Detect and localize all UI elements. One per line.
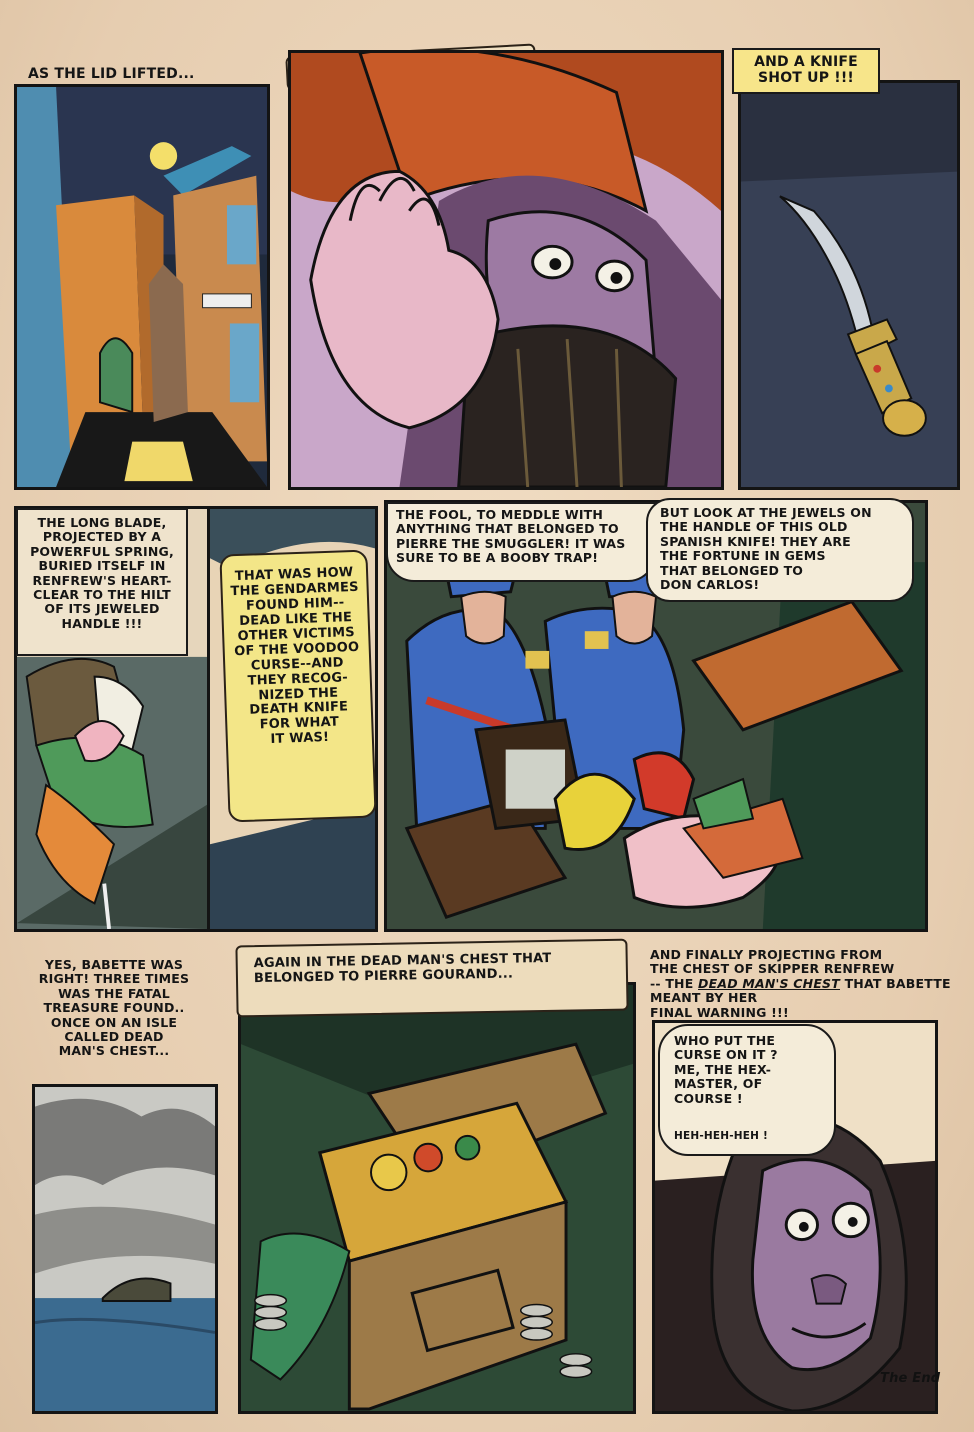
balloon-curse-text: WHO PUT THE CURSE ON IT ? ME, THE HEX- MASTER, OF COURSE ! <box>674 1033 778 1106</box>
balloon-curse <box>658 1024 836 1156</box>
balloon-jewels <box>646 498 914 602</box>
balloon-jewels-text: BUT LOOK AT THE JEWELS ON THE HANDLE OF THIS OLD SPANISH KNIFE! THEY ARE THE FORTUNE IN GEMS THAT BELONGED TO DON CARLOS! <box>660 505 872 592</box>
caption-finally-emphasis: DEAD MAN'S CHEST <box>698 975 840 991</box>
scroll-box-again <box>235 939 628 1018</box>
panel-street-night <box>14 84 270 490</box>
caption-box-blade <box>16 508 188 656</box>
caption-finally <box>650 948 960 1020</box>
caption-knife-shot-up: AND A KNIFE SHOT UP !!! <box>754 54 858 87</box>
panel-treasure-chest <box>238 982 636 1414</box>
caption-long-blade: THE LONG BLADE, PROJECTED BY A POWERFUL SPRING, BURIED ITSELF IN RENFREW'S HEART- CLEAR TO THE HILT OF ITS JEWELED HANDLE !!! <box>30 515 174 631</box>
caption-babette: YES, BABETTE WAS RIGHT! THREE TIMES WAS THE FATAL TREASURE FOUND.. ONCE ON AN ISLE CALLED DEAD MAN'S CHEST... <box>38 957 190 1059</box>
balloon-fool-text: THE FOOL, TO MEDDLE WITH ANYTHING THAT BELONGED TO PIERRE THE SMUGGLER! IT WAS SURE TO BE A BOOBY TRAP! <box>396 507 626 566</box>
panel-man-face <box>288 50 724 490</box>
caption-finally-part1: AND FINALLY PROJECTING FROM THE CHEST OF SKIPPER RENFREW -- THE <box>650 947 895 991</box>
panel-knife <box>738 80 960 490</box>
balloon-fool <box>386 502 656 582</box>
caption-finally-part2: THAT BABETTE MEANT BY HER FINAL WARNING !!! <box>650 975 951 1020</box>
balloon-curse-laugh: HEH-HEH-HEH ! <box>674 1130 769 1142</box>
scroll-again-text: AGAIN IN THE DEAD MAN'S CHEST THAT BELONGED TO PIERRE GOURAND... <box>253 950 552 987</box>
scroll-gendarmes-text: THAT WAS HOW THE GENDARMES FOUND HIM-- DEAD LIKE THE OTHER VICTIMS OF THE VOODOO CURSE--AND THEY RECOG- NIZED THE DEATH KNIFE FOR WHAT IT WAS! <box>230 565 360 748</box>
scroll-box-gendarmes <box>219 549 376 822</box>
caption-box-knife <box>732 48 880 94</box>
caption-lid-lifted: AS THE LID LIFTED... <box>28 66 195 82</box>
signoff-the-end: The End <box>880 1371 941 1386</box>
panel-isle-sea <box>32 1084 218 1414</box>
